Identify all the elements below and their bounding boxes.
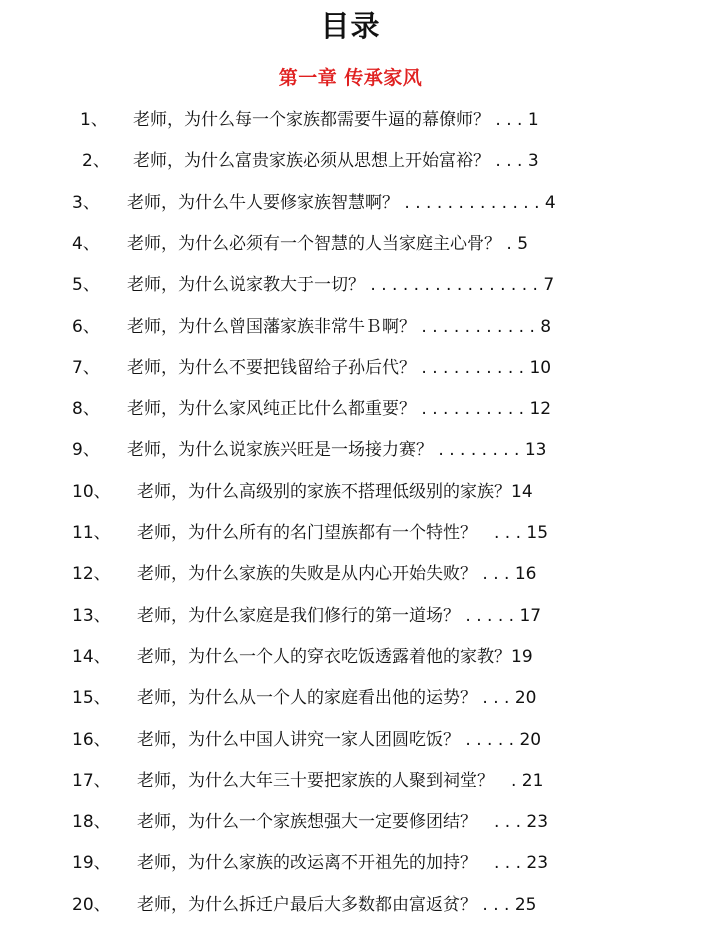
toc-entry-text: 老师，为什么富贵家族必须从思想上开始富裕？ . . . 3 — [133, 151, 539, 172]
toc-entry-number: 20、 — [72, 894, 111, 915]
toc-list — [0, 104, 701, 934]
toc-entry-text: 老师，为什么必须有一个智慧的人当家庭主心骨？ . 5 — [127, 233, 529, 254]
toc-entry-text: 老师，为什么说家族兴旺是一场接力赛？ . . . . . . . . 13 — [127, 440, 547, 461]
toc-entry-text: 老师，为什么曾国藩家族非常牛Ｂ啊？ . . . . . . . . . . . 8 — [127, 316, 552, 337]
toc-entry-text: 老师，为什么拆迁户最后大多数都由富返贫？ . . . 25 — [137, 894, 537, 915]
toc-entry-number: 18、 — [72, 812, 111, 833]
toc-entry-text: 老师，为什么大年三十要把家族的人聚到祠堂？ . 21 — [137, 770, 544, 791]
toc-entry-text: 老师，为什么从一个人的家庭看出他的运势？ . . . 20 — [137, 688, 537, 709]
toc-entry-text: 老师，为什么家族的改运离不开祖先的加持？ . . . 23 — [137, 853, 549, 874]
toc-entry-text: 老师，为什么所有的名门望族都有一个特性？ . . . 15 — [137, 523, 549, 543]
toc-entry-number: 8、 — [72, 399, 100, 420]
toc-entry-number: 6、 — [72, 316, 100, 337]
toc-entry-number: 13、 — [72, 605, 111, 626]
toc-entry-number: 15、 — [72, 688, 111, 709]
toc-entry-text: 老师，为什么说家教大于一切？ . . . . . . . . . . . . . . . . 7 — [127, 275, 555, 296]
toc-entry-text: 老师，为什么牛人要修家族智慧啊？ . . . . . . . . . . . . . 4 — [127, 192, 556, 213]
toc-entry-number: 17、 — [72, 770, 111, 791]
toc-entry-number: 16、 — [72, 729, 111, 750]
toc-entry-text: 老师，为什么家风纯正比什么都重要？ . . . . . . . . . . 12 — [127, 399, 552, 420]
toc-entry-text: 老师，为什么中国人讲究一家人团圆吃饭？ . . . . . 20 — [137, 729, 542, 750]
toc-entry-text: 老师，为什么不要把钱留给子孙后代？ . . . . . . . . . . 10 — [127, 357, 552, 378]
toc-entry-number: 1、 — [80, 110, 108, 130]
toc-entry-number: 7、 — [72, 357, 100, 378]
toc-entry-text: 老师，为什么家族的失败是从内心开始失败？ . . . 16 — [137, 564, 537, 585]
toc-entry-number: 11、 — [72, 523, 111, 543]
toc-entry-text: 老师，为什么高级别的家族不搭理低级别的家族？14 — [137, 481, 533, 502]
toc-entry-number: 4、 — [72, 233, 100, 254]
toc-entry-number: 3、 — [72, 192, 100, 213]
toc-entry-number: 5、 — [72, 275, 100, 296]
toc-entry-text: 老师，为什么一个人的穿衣吃饭透露着他的家教？19 — [137, 646, 533, 667]
chapter-heading: 第一章 传承家风 — [278, 67, 423, 89]
toc-entry-text: 老师，为什么家庭是我们修行的第一道场？ . . . . . 17 — [137, 605, 542, 626]
page-title: 目录 — [320, 9, 381, 43]
toc-entry-number: 14、 — [72, 646, 111, 667]
toc-entry-number: 19、 — [72, 853, 111, 874]
toc-entry-number: 12、 — [72, 564, 111, 585]
toc-entry-number: 2、 — [82, 151, 110, 172]
toc-entry-number: 10、 — [72, 481, 111, 502]
toc-entry-text: 老师，为什么一个家族想强大一定要修团结？ . . . 23 — [137, 812, 549, 833]
toc-entry-text: 老师，为什么每一个家族都需要牛逼的幕僚师？ . . . 1 — [133, 110, 539, 130]
toc-entry-number: 9、 — [72, 440, 100, 461]
